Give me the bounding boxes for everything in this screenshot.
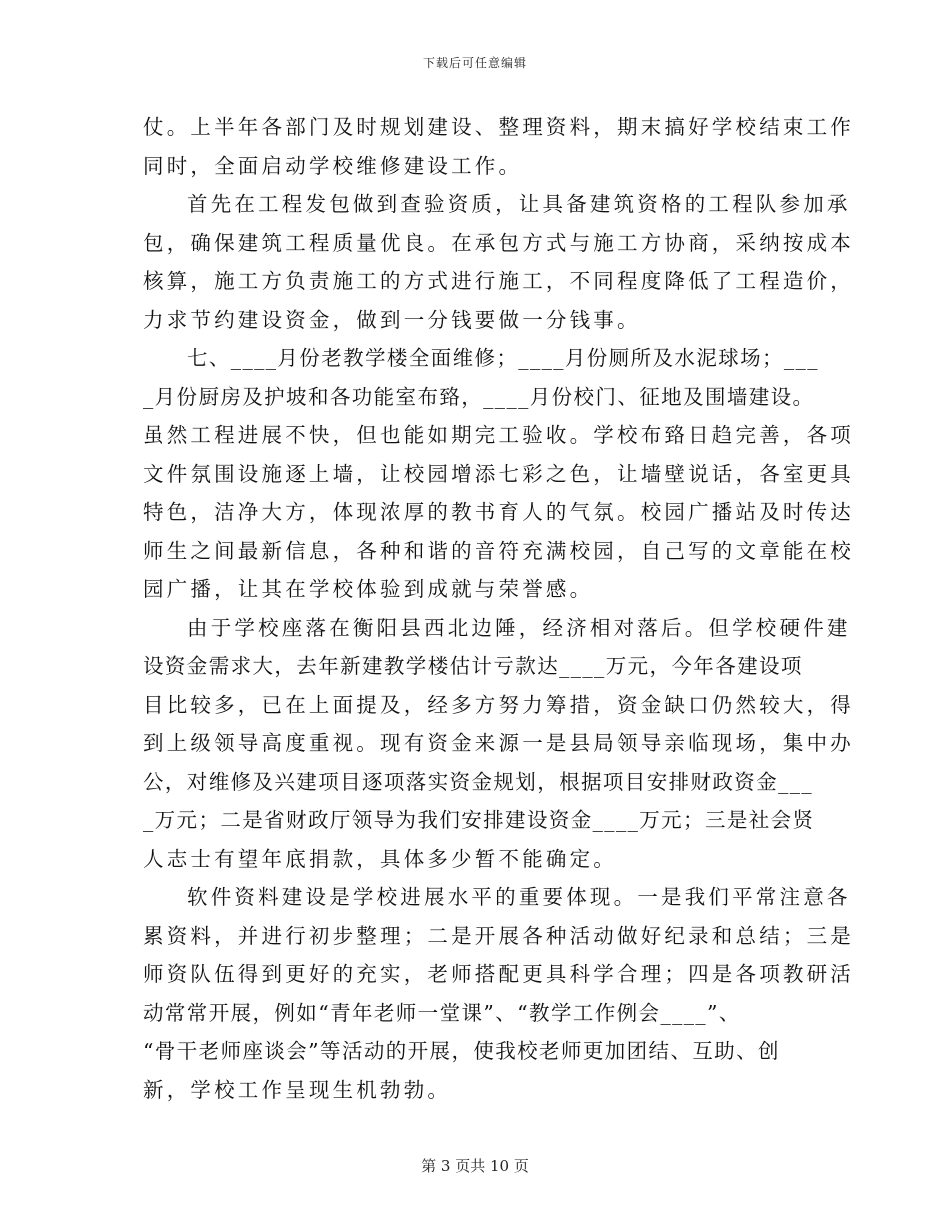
body-line: 力求节约建设资金，做到一分钱要做一分钱事。 [143,307,641,332]
body-line: 人志士有望年底捐款，具体多少暂不能确定。 [143,846,617,871]
body-line: “骨干老师座谈会”等活动的开展，使我校老师更加团结、互助、创 [143,1039,780,1063]
body-line: 特色，洁净大方，体现浓厚的教书育人的气氛。校园广播站及时传达 [143,500,854,524]
body-line: 动常常开展，例如“青年老师一堂课”、“教学工作例会____”、 [143,1000,741,1025]
body-line: 到上级领导高度重视。现有资金来源一是县局领导亲临现场，集中办 [143,731,854,755]
body-line: 包，确保建筑工程质量优良。在承包方式与施工方协商，采纳按成本 [143,230,854,255]
body-line: 师资队伍得到更好的充实，老师搭配更具科学合理；四是各项教研活 [143,962,854,986]
document-body [143,108,854,1109]
body-line: 公，对维修及兴建项目逐项落实资金规划，根据项目安排财政资金___ [143,769,814,794]
page-header: 下载后可任意编辑 [422,56,527,70]
body-line: 目比较多，已在上面提及，经多方努力筹措，资金缺口仍然较大，得 [143,692,854,717]
body-line: 首先在工程发包做到查验资质，让具备建筑资格的工程队参加承 [187,192,851,216]
body-line: 软件资料建设是学校进展水平的重要体现。一是我们平常注意各 [187,885,851,909]
body-line: 由于学校座落在衡阳县西北边陲，经济相对落后。但学校硬件建 [187,615,851,640]
page-number: 第 3 页共 10 页 [421,1157,529,1175]
body-line: 同时，全面启动学校维修建设工作。 [143,153,523,178]
body-line: 仗。上半年各部门及时规划建设、整理资料，期末搞好学校结束工作 [143,115,854,139]
body-line: _月份厨房及护坡和各功能室布臵，____月份校门、征地及围墙建设。 [143,384,815,409]
body-line: 新，学校工作呈现生机勃勃。 [143,1077,452,1102]
body-line: 师生之间最新信息，各种和谐的音符充满校园，自己写的文章能在校 [143,538,854,563]
body-line: 累资料，并进行初步整理；二是开展各种活动做好纪录和总结；三是 [143,923,854,948]
body-line: 文件氛围设施逐上墙，让校园增添七彩之色，让墙壁说话，各室更具 [143,461,854,486]
body-line: 设资金需求大，去年新建教学楼估计亏款达____万元，今年各建设项 [143,654,803,678]
body-line: 园广播，让其在学校体验到成就与荣誉感。 [143,577,594,601]
body-line: 核算，施工方负责施工的方式进行施工，不同程度降低了工程造价， [143,269,854,293]
body-line: _万元；二是省财政厅领导为我们安排建设资金____万元；三是社会贤 [143,808,815,832]
body-line: 虽然工程进展不快，但也能如期完工验收。学校布臵日趋完善，各项 [143,423,854,447]
body-line: 七、____月份老教学楼全面维修；____月份厕所及水泥球场；___ [187,346,819,370]
